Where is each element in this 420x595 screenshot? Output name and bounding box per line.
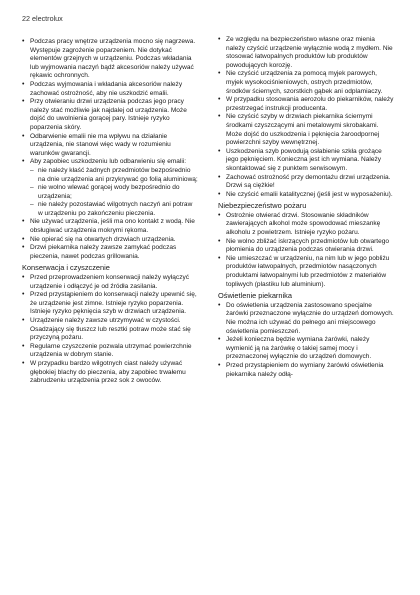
light-list [218,302,394,379]
list-item: • Przy otwieraniu drzwi urządzenia podczas jego pracy należy stać możliwie jak najdalej od urządzenia. Może dojść do uwolnienia gorącej pary. Istnieje ryzyko poparzenia skóry. [22,98,198,132]
list-item: • Jeżeli konieczna będzie wymiana żarówki, należy wymienić ją na żarówkę o takiej samej mocy i przeznaczonej wyłącznie do urządzeń domowych. [218,336,394,362]
sub-list-item: – nie należy pozostawiać wilgotnych naczyń ani potraw w urządzeniu po zakończeniu pieczenia. [22,201,198,218]
list-item: • Aby zapobiec uszkodzeniu lub odbarwieniu się emalii: [22,158,198,167]
list-item: • Uszkodzenia szyb powodują osłabienie szkła grożące jego pęknięciem. Konieczna jest ich wymiana. Należy skontaktować się z punktem serwisowym. [218,148,394,174]
list-item: • Nie czyścić urządzenia za pomocą myjek parowych, myjek wysokociśnieniowych, ostrych przedmiotów, środków ściernych, szorstkich gąbek ani odplamiaczy. [218,70,394,96]
cleaning-list [218,36,394,199]
left-column [22,38,198,386]
list-item: • Przed przystąpieniem do konserwacji należy upewnić się, że urządzenie jest zimne. Istnieje ryzyko poparzenia. Istnieje ryzyko pęknięcia szyb w drzwiach urządzenia. [22,291,198,317]
list-item: • Przed przystąpieniem do wymiany żarówki oświetlenia piekarnika należy odłą- [218,362,394,379]
list-item: • Odbarwienie emalii nie ma wpływu na działanie urządzenia, nie stanowi więc wady w rozumieniu warunków gwarancji. [22,133,198,159]
maintenance-list [22,274,198,386]
page-number: 22 [22,14,30,23]
fire-list [218,212,394,289]
safety-list-1 [22,38,198,261]
list-item: • Podczas wyjmowania i wkładania akcesoriów należy zachować ostrożność, aby nie uszkodzić emalii. [22,81,198,98]
list-item: • Nie używać urządzenia, jeśli ma ono kontakt z wodą. Nie obsługiwać urządzenia mokrymi rękoma. [22,218,198,235]
list-item: • W przypadku stosowania aerozolu do piekarników, należy przestrzegać instrukcji producenta. [218,96,394,113]
list-item: • Urządzenie należy zawsze utrzymywać w czystości. Osadzający się tłuszcz lub resztki potraw może stać się przyczyną pożaru. [22,317,198,343]
list-item: • Nie czyścić szyby w drzwiach piekarnika ściernymi środkami czyszczącymi ani metalowymi skrobakami. Może dojść do uszkodzenia i pęknięcia żaroodpornej powierzchni szyby wewnętrznej. [218,113,394,147]
list-item: • Ostrożnie otwierać drzwi. Stosowanie składników zawierających alkohol może spowodować mieszankę alkoholu z powietrzem. Istnieje ryzyko pożaru. [218,212,394,238]
list-item: • Regularne czyszczenie pozwala utrzymać powierzchnie urządzenia w dobrym stanie. [22,343,198,360]
section-heading-maintenance: Konserwacja i czyszczenie [22,263,110,273]
list-item: • Drzwi piekarnika należy zawsze zamykać podczas pieczenia, nawet podczas grillowania. [22,244,198,261]
sub-list-item: – nie wolno wlewać gorącej wody bezpośrednio do urządzenia; [22,184,198,201]
list-item: • Do oświetlenia urządzenia zastosowano specjalne żarówki przeznaczone wyłącznie do urządzeń domowych. Nie można ich używać do pełnego ani miejscowego oświetlenia pomieszczeń. [218,302,394,336]
list-item: • Przed przeprowadzeniem konserwacji należy wyłączyć urządzenie i odłączyć je od źródła zasilania. [22,274,198,291]
list-item: • W przypadku bardzo wilgotnych ciast należy używać głębokiej blachy do pieczenia, aby zapobiec trwałemu zabrudzeniu urządzenia przez sok z owoców. [22,360,198,386]
section-heading-light: Oświetlenie piekarnika [218,291,292,301]
list-item: • Nie czyścić emalii katalitycznej (jeśli jest w wyposażeniu). [218,191,394,200]
list-item: • Ze względu na bezpieczeństwo własne oraz mienia należy czyścić urządzenie wyłącznie wodą z mydłem. Nie stosować łatwopalnych produktów lub produktów powodujących korozję. [218,36,394,70]
list-item: • Zachować ostrożność przy demontażu drzwi urządzenia. Drzwi są ciężkie! [218,174,394,191]
sub-list-item: – nie należy kłaść żadnych przedmiotów bezpośrednio na dnie urządzenia ani przykrywać go folią aluminiową; [22,167,198,184]
list-item: • Nie umieszczać w urządzeniu, na nim lub w jego pobliżu produktów łatwopalnych, przedmiotów nasączonych produktami łatwopalnymi lub przedmiotów z materiałów topliwych (plastiku lub aluminium). [218,255,394,289]
page-header [22,14,63,23]
section-heading-fire: Niebezpieczeństwo pożaru [218,201,307,211]
list-item: • Nie opierać się na otwartych drzwiach urządzenia. [22,236,198,245]
right-column [218,36,394,379]
list-item: • Nie wolno zbliżać iskrzących przedmiotów lub otwartego płomienia do urządzenia podczas otwierania drzwi. [218,238,394,255]
brand-name: electrolux [32,14,63,23]
list-item: • Podczas pracy wnętrze urządzenia mocno się nagrzewa. Występuje zagrożenie poparzeniem. Nie dotykać elementów grzejnych w urządzeniu. Podczas wkładania lub wyjmowania naczyń bądź akcesoriów należy używać rękawic ochronnych. [22,38,198,81]
